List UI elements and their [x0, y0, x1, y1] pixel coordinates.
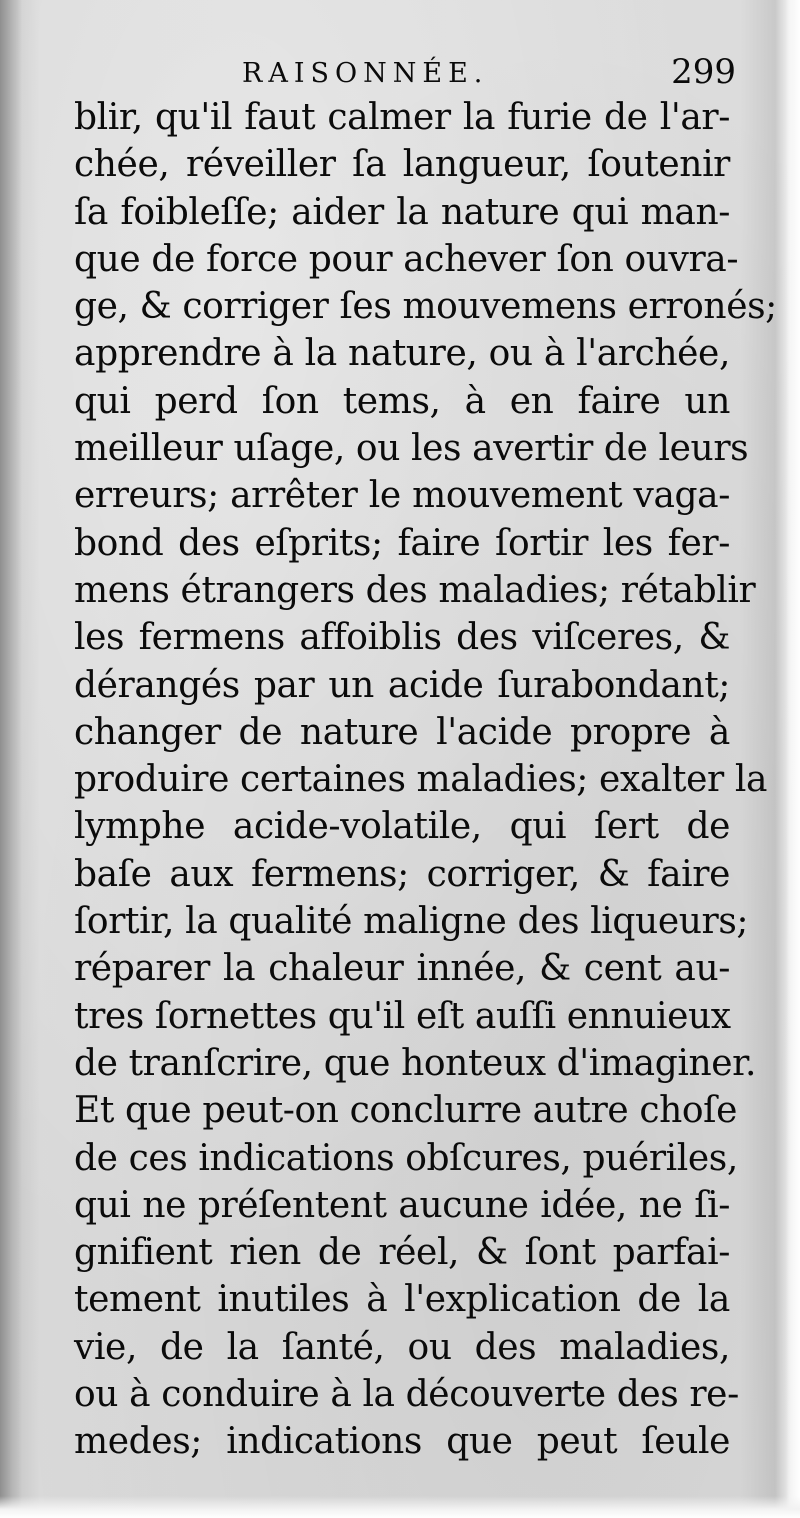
text-line: les fermens affoiblis des viſceres, &: [74, 617, 730, 659]
text-line: ſa foibleſſe; aider la nature qui man-: [74, 191, 730, 233]
text-line: meilleur uſage, ou les avertir de leurs: [74, 428, 749, 470]
text-line: de tranſcrire, que honteux d'imaginer.: [74, 1042, 757, 1084]
text-line: blir, qu'il faut calmer la furie de l'ar-: [74, 97, 730, 138]
text-line: gnifient rien de réel, & ſont parfai-: [74, 1232, 730, 1274]
text-line: apprendre à la nature, ou à l'archée,: [74, 333, 730, 375]
page-bottom-edge: [0, 1496, 800, 1518]
page-right-edge: [786, 0, 800, 1518]
text-line: produire certaines maladies; exalter la: [74, 759, 768, 801]
text-line: dérangés par un acide ſurabondant;: [74, 664, 730, 706]
text-line: medes; indications que peut ſeule: [74, 1421, 730, 1463]
text-line: tement inutiles à l'explication de la: [74, 1279, 730, 1321]
text-line: baſe aux fermens; corriger, & faire: [74, 853, 730, 895]
text-line: chée, réveiller ſa langueur, ſoutenir: [74, 144, 730, 186]
text-line: Et que peut-on conclurre autre choſe: [74, 1090, 738, 1132]
page-header: [76, 52, 736, 96]
text-line: tres ſornettes qu'il eſt auſſi ennuieux: [74, 995, 731, 1037]
text-line: bond des eſprits; faire ſortir les fer-: [74, 522, 730, 564]
text-line: qui ne préſentent aucune idée, ne ſi-: [74, 1184, 730, 1226]
page-gutter-shadow: [0, 0, 22, 1518]
text-line: de ces indications obſcures, puériles,: [74, 1137, 738, 1179]
text-line: changer de nature l'acide propre à: [74, 711, 730, 753]
text-line: réparer la chaleur innée, & cent au-: [74, 948, 730, 990]
text-line: mens étrangers des maladies; rétablir: [74, 569, 756, 611]
page-number: 299: [671, 52, 736, 92]
text-line: ou à conduire à la découverte des re-: [74, 1374, 739, 1416]
running-head: RAISONNÉE.: [242, 58, 489, 89]
text-line: ſortir, la qualité maligne des liqueurs;: [74, 901, 749, 943]
body-text: [74, 94, 777, 1466]
text-line: erreurs; arrêter le mouvement vaga-: [74, 475, 730, 517]
text-line: qui perd ſon tems, à en faire un: [74, 380, 730, 422]
text-line: que de force pour achever ſon ouvra-: [74, 238, 739, 280]
text-line: lymphe acide-volatile, qui ſert de: [74, 806, 730, 848]
text-line: vie, de la ſanté, ou des maladies,: [74, 1326, 730, 1368]
text-line: ge, & corriger ſes mouvemens erronés;: [74, 286, 777, 328]
